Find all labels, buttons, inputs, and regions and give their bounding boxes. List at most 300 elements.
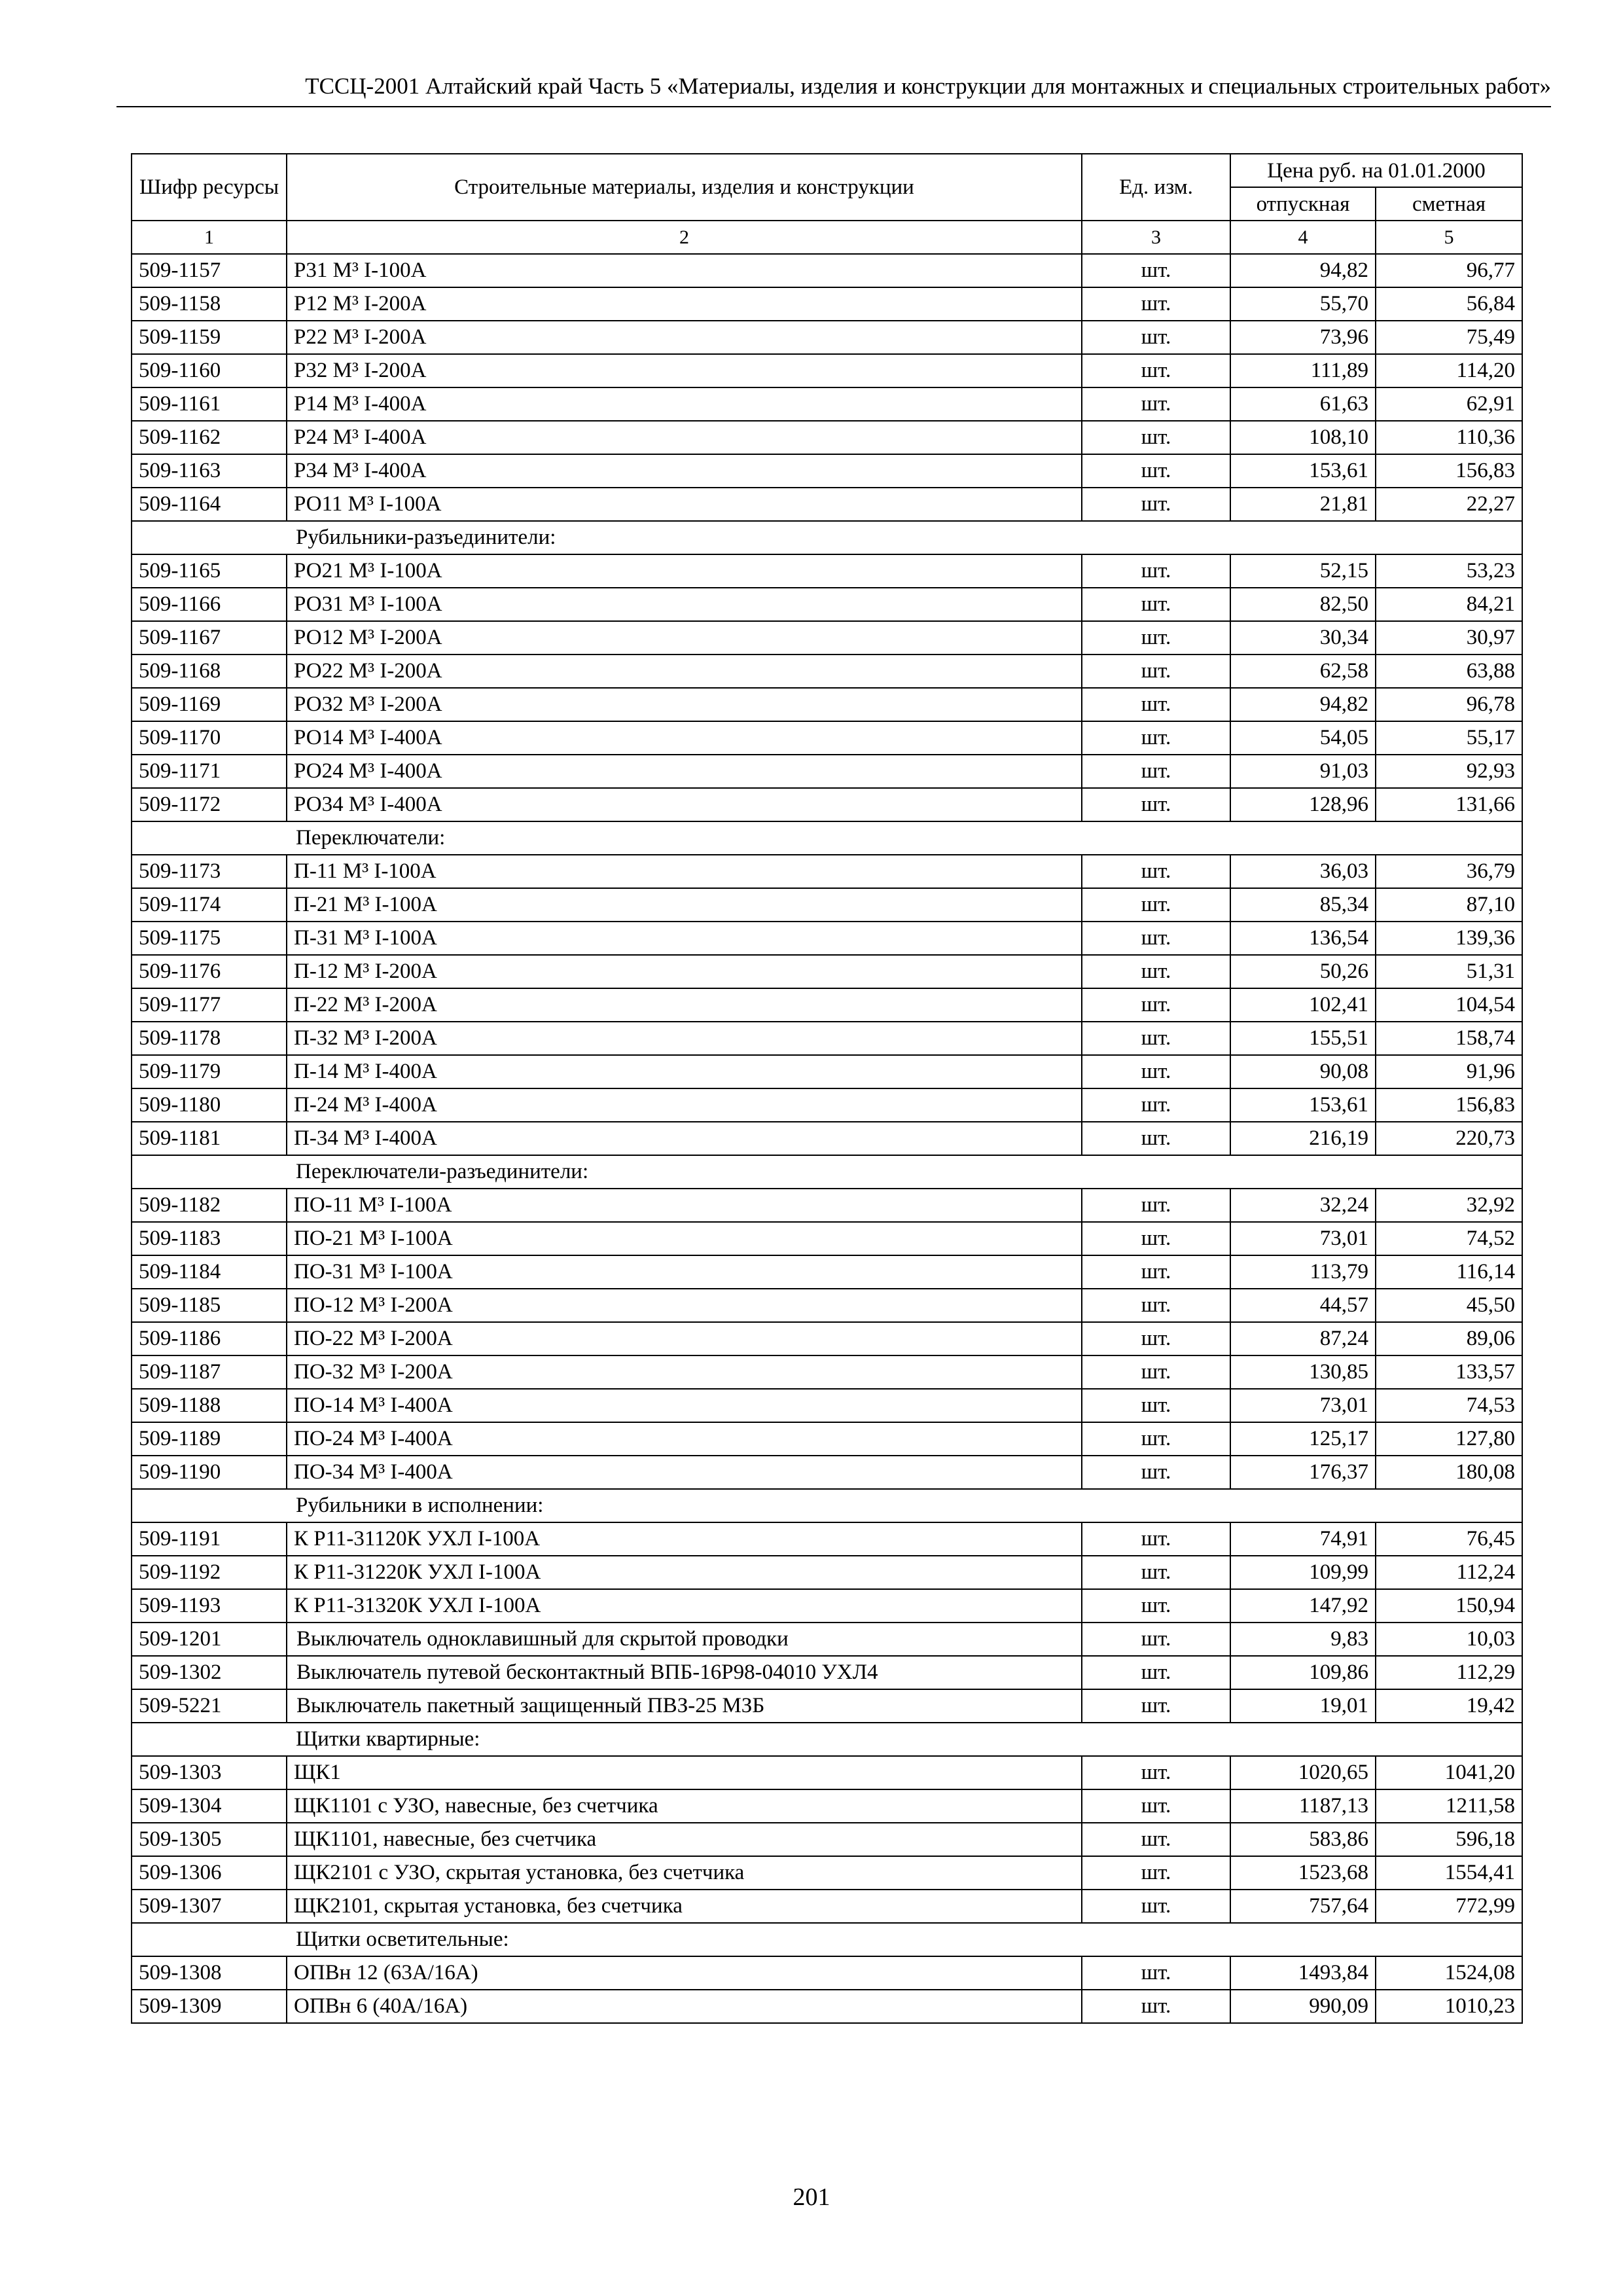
resource-code: 509-1201 — [132, 1623, 287, 1656]
estimate-price: 62,91 — [1376, 387, 1522, 421]
unit-of-measure: шт. — [1082, 554, 1230, 588]
resource-code: 509-1304 — [132, 1789, 287, 1823]
table-row — [132, 1689, 1522, 1723]
section-row — [132, 1155, 1522, 1189]
resource-code: 509-1187 — [132, 1355, 287, 1389]
material-name: РО24 М³ I-400А — [287, 755, 1082, 788]
material-name: П-31 М³ I-100А — [287, 922, 1082, 955]
unit-of-measure: шт. — [1082, 1789, 1230, 1823]
release-price: 1187,13 — [1230, 1789, 1376, 1823]
resource-code: 509-1307 — [132, 1890, 287, 1923]
unit-of-measure: шт. — [1082, 1689, 1230, 1723]
estimate-price: 114,20 — [1376, 354, 1522, 387]
release-price: 73,01 — [1230, 1222, 1376, 1255]
release-price: 87,24 — [1230, 1322, 1376, 1355]
unit-of-measure: шт. — [1082, 955, 1230, 988]
table-row — [132, 955, 1522, 988]
material-name: ПО-12 М³ I-200А — [287, 1289, 1082, 1322]
unit-of-measure: шт. — [1082, 387, 1230, 421]
table-row — [132, 1355, 1522, 1389]
resource-code: 509-1160 — [132, 354, 287, 387]
estimate-price: 55,17 — [1376, 721, 1522, 755]
resource-code: 509-1184 — [132, 1255, 287, 1289]
estimate-price: 76,45 — [1376, 1522, 1522, 1556]
estimate-price: 772,99 — [1376, 1890, 1522, 1923]
material-name: Р34 М³ I-400А — [287, 454, 1082, 488]
release-price: 90,08 — [1230, 1055, 1376, 1088]
material-name: ОПВн 12 (63А/16А) — [287, 1956, 1082, 1990]
estimate-price: 56,84 — [1376, 287, 1522, 321]
table-row — [132, 354, 1522, 387]
material-name: РО21 М³ I-100А — [287, 554, 1082, 588]
resource-code: 509-1171 — [132, 755, 287, 788]
resource-code: 509-1163 — [132, 454, 287, 488]
header-unit: Ед. изм. — [1082, 154, 1230, 221]
unit-of-measure: шт. — [1082, 1088, 1230, 1122]
table-row — [132, 1956, 1522, 1990]
unit-of-measure: шт. — [1082, 922, 1230, 955]
unit-of-measure: шт. — [1082, 1522, 1230, 1556]
unit-of-measure: шт. — [1082, 421, 1230, 454]
table-row — [132, 1322, 1522, 1355]
table-row — [132, 1890, 1522, 1923]
table-row — [132, 1022, 1522, 1055]
resource-code: 509-1158 — [132, 287, 287, 321]
material-name: Выключатель одноклавишный для скрытой проводки — [287, 1623, 1082, 1656]
material-name: Р31 М³ I-100А — [287, 254, 1082, 287]
page-number: 201 — [793, 2183, 830, 2211]
material-name: Р32 М³ I-200А — [287, 354, 1082, 387]
unit-of-measure: шт. — [1082, 1389, 1230, 1422]
table-row — [132, 1756, 1522, 1789]
unit-of-measure: шт. — [1082, 1956, 1230, 1990]
release-price: 94,82 — [1230, 688, 1376, 721]
unit-of-measure: шт. — [1082, 1656, 1230, 1689]
release-price: 74,91 — [1230, 1522, 1376, 1556]
material-name: К Р11-31320К УХЛ I-100А — [287, 1589, 1082, 1623]
material-name: РО11 М³ I-100А — [287, 488, 1082, 521]
estimate-price: 1211,58 — [1376, 1789, 1522, 1823]
release-price: 216,19 — [1230, 1122, 1376, 1155]
material-name: РО14 М³ I-400А — [287, 721, 1082, 755]
release-price: 109,86 — [1230, 1656, 1376, 1689]
resource-code: 509-1302 — [132, 1656, 287, 1689]
material-name: ПО-14 М³ I-400А — [287, 1389, 1082, 1422]
table-row — [132, 688, 1522, 721]
unit-of-measure: шт. — [1082, 1222, 1230, 1255]
release-price: 155,51 — [1230, 1022, 1376, 1055]
estimate-price: 45,50 — [1376, 1289, 1522, 1322]
table-row — [132, 1656, 1522, 1689]
material-name: ЩК1101 с УЗО, навесные, без счетчика — [287, 1789, 1082, 1823]
resource-code: 509-1182 — [132, 1189, 287, 1222]
unit-of-measure: шт. — [1082, 1456, 1230, 1489]
release-price: 94,82 — [1230, 254, 1376, 287]
material-name: П-34 М³ I-400А — [287, 1122, 1082, 1155]
table-row — [132, 1122, 1522, 1155]
estimate-price: 156,83 — [1376, 454, 1522, 488]
material-name: П-24 М³ I-400А — [287, 1088, 1082, 1122]
material-name: РО34 М³ I-400А — [287, 788, 1082, 821]
section-title: Рубильники-разъединители: — [287, 521, 1522, 554]
resource-code: 509-1189 — [132, 1422, 287, 1456]
material-name: РО31 М³ I-100А — [287, 588, 1082, 621]
table-row — [132, 988, 1522, 1022]
release-price: 757,64 — [1230, 1890, 1376, 1923]
release-price: 102,41 — [1230, 988, 1376, 1022]
unit-of-measure: шт. — [1082, 1890, 1230, 1923]
resource-code: 509-5221 — [132, 1689, 287, 1723]
unit-of-measure: шт. — [1082, 621, 1230, 655]
table-row — [132, 1589, 1522, 1623]
table-row — [132, 287, 1522, 321]
unit-of-measure: шт. — [1082, 287, 1230, 321]
release-price: 82,50 — [1230, 588, 1376, 621]
unit-of-measure: шт. — [1082, 888, 1230, 922]
material-name: П-14 М³ I-400А — [287, 1055, 1082, 1088]
table-row — [132, 888, 1522, 922]
release-price: 30,34 — [1230, 621, 1376, 655]
material-name: ЩК2101 с УЗО, скрытая установка, без счетчика — [287, 1856, 1082, 1890]
resource-code: 509-1173 — [132, 855, 287, 888]
unit-of-measure: шт. — [1082, 454, 1230, 488]
section-title: Переключатели-разъединители: — [287, 1155, 1522, 1189]
unit-of-measure: шт. — [1082, 655, 1230, 688]
section-spacer — [132, 1923, 287, 1956]
release-price: 153,61 — [1230, 454, 1376, 488]
price-table — [131, 153, 1523, 2024]
resource-code: 509-1170 — [132, 721, 287, 755]
section-title: Щитки осветительные: — [287, 1923, 1522, 1956]
material-name: Выключатель путевой бесконтактный ВПБ-16Р98-04010 УХЛ4 — [287, 1656, 1082, 1689]
resource-code: 509-1161 — [132, 387, 287, 421]
estimate-price: 74,53 — [1376, 1389, 1522, 1422]
table-row — [132, 554, 1522, 588]
unit-of-measure: шт. — [1082, 688, 1230, 721]
resource-code: 509-1159 — [132, 321, 287, 354]
table-row — [132, 1422, 1522, 1456]
table-row — [132, 922, 1522, 955]
table-row — [132, 254, 1522, 287]
material-name: ЩК1101, навесные, без счетчика — [287, 1823, 1082, 1856]
resource-code: 509-1183 — [132, 1222, 287, 1255]
unit-of-measure: шт. — [1082, 1055, 1230, 1088]
unit-of-measure: шт. — [1082, 755, 1230, 788]
unit-of-measure: шт. — [1082, 1022, 1230, 1055]
estimate-price: 36,79 — [1376, 855, 1522, 888]
material-name: Р14 М³ I-400А — [287, 387, 1082, 421]
estimate-price: 91,96 — [1376, 1055, 1522, 1088]
resource-code: 509-1191 — [132, 1522, 287, 1556]
unit-of-measure: шт. — [1082, 488, 1230, 521]
resource-code: 509-1185 — [132, 1289, 287, 1322]
unit-of-measure: шт. — [1082, 1122, 1230, 1155]
material-name: ПО-21 М³ I-100А — [287, 1222, 1082, 1255]
unit-of-measure: шт. — [1082, 1255, 1230, 1289]
table-row — [132, 755, 1522, 788]
resource-code: 509-1179 — [132, 1055, 287, 1088]
section-title: Щитки квартирные: — [287, 1723, 1522, 1756]
estimate-price: 110,36 — [1376, 421, 1522, 454]
table-row — [132, 1789, 1522, 1823]
section-row — [132, 521, 1522, 554]
estimate-price: 74,52 — [1376, 1222, 1522, 1255]
release-price: 21,81 — [1230, 488, 1376, 521]
estimate-price: 133,57 — [1376, 1355, 1522, 1389]
resource-code: 509-1166 — [132, 588, 287, 621]
section-spacer — [132, 1723, 287, 1756]
table-row — [132, 1823, 1522, 1856]
column-number: 1 — [132, 221, 287, 254]
estimate-price: 30,97 — [1376, 621, 1522, 655]
table-row — [132, 655, 1522, 688]
estimate-price: 19,42 — [1376, 1689, 1522, 1723]
section-title: Рубильники в исполнении: — [287, 1489, 1522, 1522]
resource-code: 509-1175 — [132, 922, 287, 955]
estimate-price: 1010,23 — [1376, 1990, 1522, 2023]
table-row — [132, 855, 1522, 888]
release-price: 1523,68 — [1230, 1856, 1376, 1890]
estimate-price: 150,94 — [1376, 1589, 1522, 1623]
material-name: РО22 М³ I-200А — [287, 655, 1082, 688]
release-price: 125,17 — [1230, 1422, 1376, 1456]
table-body — [132, 254, 1522, 2023]
unit-of-measure: шт. — [1082, 1756, 1230, 1789]
unit-of-measure: шт. — [1082, 1322, 1230, 1355]
estimate-price: 96,77 — [1376, 254, 1522, 287]
column-number: 3 — [1082, 221, 1230, 254]
release-price: 73,01 — [1230, 1389, 1376, 1422]
release-price: 55,70 — [1230, 287, 1376, 321]
unit-of-measure: шт. — [1082, 1589, 1230, 1623]
estimate-price: 53,23 — [1376, 554, 1522, 588]
material-name: ПО-34 М³ I-400А — [287, 1456, 1082, 1489]
unit-of-measure: шт. — [1082, 588, 1230, 621]
material-name: ПО-31 М³ I-100А — [287, 1255, 1082, 1289]
material-name: ЩК2101, скрытая установка, без счетчика — [287, 1890, 1082, 1923]
table-row — [132, 1522, 1522, 1556]
estimate-price: 156,83 — [1376, 1088, 1522, 1122]
resource-code: 509-1308 — [132, 1956, 287, 1990]
material-name: Р22 М³ I-200А — [287, 321, 1082, 354]
release-price: 128,96 — [1230, 788, 1376, 821]
resource-code: 509-1181 — [132, 1122, 287, 1155]
resource-code: 509-1164 — [132, 488, 287, 521]
estimate-price: 22,27 — [1376, 488, 1522, 521]
table-row — [132, 1255, 1522, 1289]
section-row — [132, 821, 1522, 855]
material-name: Р12 М³ I-200А — [287, 287, 1082, 321]
material-name: ПО-32 М³ I-200А — [287, 1355, 1082, 1389]
material-name: ЩК1 — [287, 1756, 1082, 1789]
estimate-price: 104,54 — [1376, 988, 1522, 1022]
material-name: Выключатель пакетный защищенный ПВЗ-25 МЗБ — [287, 1689, 1082, 1723]
estimate-price: 75,49 — [1376, 321, 1522, 354]
material-name: ПО-24 М³ I-400А — [287, 1422, 1082, 1456]
release-price: 52,15 — [1230, 554, 1376, 588]
table-row — [132, 387, 1522, 421]
section-title: Переключатели: — [287, 821, 1522, 855]
resource-code: 509-1306 — [132, 1856, 287, 1890]
table-row — [132, 721, 1522, 755]
header-divider — [116, 106, 1551, 107]
table-row — [132, 421, 1522, 454]
resource-code: 509-1309 — [132, 1990, 287, 2023]
material-name: К Р11-31220К УХЛ I-100А — [287, 1556, 1082, 1589]
header-release-price: отпускная — [1230, 187, 1376, 221]
estimate-price: 63,88 — [1376, 655, 1522, 688]
unit-of-measure: шт. — [1082, 354, 1230, 387]
release-price: 583,86 — [1230, 1823, 1376, 1856]
material-name: РО32 М³ I-200А — [287, 688, 1082, 721]
unit-of-measure: шт. — [1082, 721, 1230, 755]
column-number-row — [132, 221, 1522, 254]
table-row — [132, 788, 1522, 821]
resource-code: 509-1190 — [132, 1456, 287, 1489]
estimate-price: 96,78 — [1376, 688, 1522, 721]
estimate-price: 131,66 — [1376, 788, 1522, 821]
material-name: ПО-11 М³ I-100А — [287, 1189, 1082, 1222]
unit-of-measure: шт. — [1082, 1189, 1230, 1222]
estimate-price: 112,24 — [1376, 1556, 1522, 1589]
resource-code: 509-1303 — [132, 1756, 287, 1789]
release-price: 73,96 — [1230, 321, 1376, 354]
resource-code: 509-1178 — [132, 1022, 287, 1055]
section-row — [132, 1489, 1522, 1522]
material-name: П-32 М³ I-200А — [287, 1022, 1082, 1055]
release-price: 32,24 — [1230, 1189, 1376, 1222]
unit-of-measure: шт. — [1082, 254, 1230, 287]
resource-code: 509-1174 — [132, 888, 287, 922]
table-row — [132, 1389, 1522, 1422]
unit-of-measure: шт. — [1082, 788, 1230, 821]
table-row — [132, 321, 1522, 354]
material-name: ПО-22 М³ I-200А — [287, 1322, 1082, 1355]
release-price: 111,89 — [1230, 354, 1376, 387]
release-price: 1493,84 — [1230, 1956, 1376, 1990]
material-name: П-21 М³ I-100А — [287, 888, 1082, 922]
header-estimate-price: сметная — [1376, 187, 1522, 221]
release-price: 147,92 — [1230, 1589, 1376, 1623]
estimate-price: 180,08 — [1376, 1456, 1522, 1489]
section-spacer — [132, 521, 287, 554]
release-price: 36,03 — [1230, 855, 1376, 888]
resource-code: 509-1169 — [132, 688, 287, 721]
table-row — [132, 1556, 1522, 1589]
estimate-price: 127,80 — [1376, 1422, 1522, 1456]
table-row — [132, 1456, 1522, 1489]
estimate-price: 139,36 — [1376, 922, 1522, 955]
resource-code: 509-1177 — [132, 988, 287, 1022]
unit-of-measure: шт. — [1082, 1355, 1230, 1389]
estimate-price: 116,14 — [1376, 1255, 1522, 1289]
material-name: П-11 М³ I-100А — [287, 855, 1082, 888]
resource-code: 509-1168 — [132, 655, 287, 688]
material-name: Р24 М³ I-400А — [287, 421, 1082, 454]
section-spacer — [132, 1155, 287, 1189]
release-price: 19,01 — [1230, 1689, 1376, 1723]
material-name: РО12 М³ I-200А — [287, 621, 1082, 655]
estimate-price: 1524,08 — [1376, 1956, 1522, 1990]
resource-code: 509-1186 — [132, 1322, 287, 1355]
release-price: 113,79 — [1230, 1255, 1376, 1289]
resource-code: 509-1180 — [132, 1088, 287, 1122]
release-price: 109,99 — [1230, 1556, 1376, 1589]
release-price: 50,26 — [1230, 955, 1376, 988]
estimate-price: 158,74 — [1376, 1022, 1522, 1055]
estimate-price: 32,92 — [1376, 1189, 1522, 1222]
estimate-price: 89,06 — [1376, 1322, 1522, 1355]
release-price: 1020,65 — [1230, 1756, 1376, 1789]
unit-of-measure: шт. — [1082, 1623, 1230, 1656]
resource-code: 509-1188 — [132, 1389, 287, 1422]
unit-of-measure: шт. — [1082, 1990, 1230, 2023]
unit-of-measure: шт. — [1082, 321, 1230, 354]
unit-of-measure: шт. — [1082, 1856, 1230, 1890]
release-price: 153,61 — [1230, 1088, 1376, 1122]
table-row — [132, 1623, 1522, 1656]
release-price: 44,57 — [1230, 1289, 1376, 1322]
table-header-row — [132, 154, 1522, 187]
release-price: 9,83 — [1230, 1623, 1376, 1656]
resource-code: 509-1192 — [132, 1556, 287, 1589]
material-name: К Р11-31120К УХЛ I-100А — [287, 1522, 1082, 1556]
header-name: Строительные материалы, изделия и конструкции — [287, 154, 1082, 221]
estimate-price: 596,18 — [1376, 1823, 1522, 1856]
table-row — [132, 588, 1522, 621]
unit-of-measure: шт. — [1082, 1422, 1230, 1456]
resource-code: 509-1157 — [132, 254, 287, 287]
release-price: 108,10 — [1230, 421, 1376, 454]
unit-of-measure: шт. — [1082, 1823, 1230, 1856]
column-number: 5 — [1376, 221, 1522, 254]
release-price: 91,03 — [1230, 755, 1376, 788]
estimate-price: 87,10 — [1376, 888, 1522, 922]
unit-of-measure: шт. — [1082, 1289, 1230, 1322]
resource-code: 509-1167 — [132, 621, 287, 655]
estimate-price: 84,21 — [1376, 588, 1522, 621]
release-price: 176,37 — [1230, 1456, 1376, 1489]
estimate-price: 10,03 — [1376, 1623, 1522, 1656]
table-row — [132, 1189, 1522, 1222]
column-number: 2 — [287, 221, 1082, 254]
estimate-price: 220,73 — [1376, 1122, 1522, 1155]
resource-code: 509-1172 — [132, 788, 287, 821]
column-number: 4 — [1230, 221, 1376, 254]
estimate-price: 1554,41 — [1376, 1856, 1522, 1890]
estimate-price: 51,31 — [1376, 955, 1522, 988]
material-name: П-12 М³ I-200А — [287, 955, 1082, 988]
material-name: ОПВн 6 (40А/16А) — [287, 1990, 1082, 2023]
resource-code: 509-1176 — [132, 955, 287, 988]
table-row — [132, 1856, 1522, 1890]
table-row — [132, 621, 1522, 655]
release-price: 61,63 — [1230, 387, 1376, 421]
table-row — [132, 454, 1522, 488]
release-price: 54,05 — [1230, 721, 1376, 755]
resource-code: 509-1193 — [132, 1589, 287, 1623]
estimate-price: 92,93 — [1376, 755, 1522, 788]
table-row — [132, 1055, 1522, 1088]
resource-code: 509-1305 — [132, 1823, 287, 1856]
release-price: 136,54 — [1230, 922, 1376, 955]
table-row — [132, 488, 1522, 521]
release-price: 85,34 — [1230, 888, 1376, 922]
resource-code: 509-1165 — [132, 554, 287, 588]
unit-of-measure: шт. — [1082, 855, 1230, 888]
unit-of-measure: шт. — [1082, 1556, 1230, 1589]
table-row — [132, 1088, 1522, 1122]
